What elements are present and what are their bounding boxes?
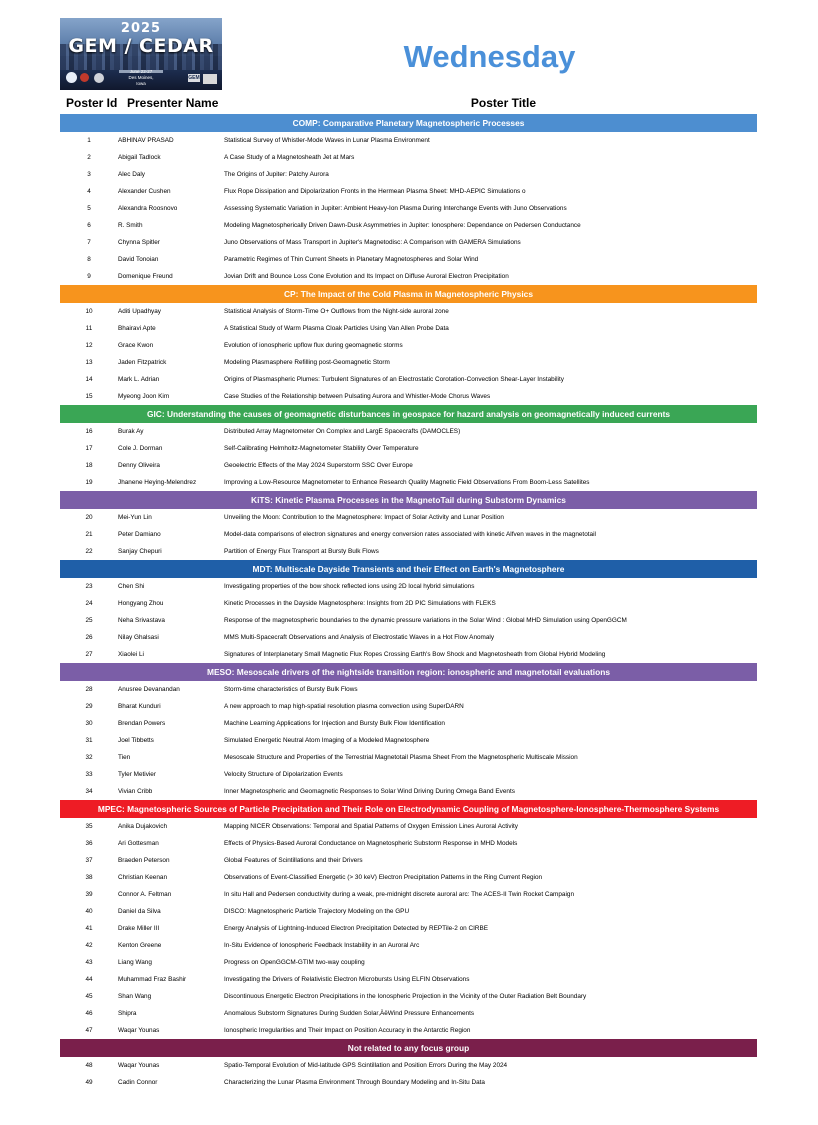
poster-title-cell: Statistical Survey of Whistler-Mode Waves in Lunar Plasma Environment [224,137,430,144]
poster-id-cell: 37 [85,857,93,864]
poster-title-cell: Response of the magnetospheric boundaries to the dynamic pressure variations in the Solar Wind : Global MHD Simulation using OpenGGCM [224,617,627,624]
poster-id-cell: 28 [85,686,93,693]
poster-id-cell: 33 [85,771,93,778]
poster-title-cell: Self-Calibrating Helmholtz-Magnetometer Stability Over Temperature [224,445,419,452]
poster-title-cell: Model-data comparisons of electron signatures and energy conversion rates associated with kinetic Alfven waves in the magnetotail [224,531,596,538]
presenter-name-cell: Alexandra Roosnovo [118,205,178,212]
poster-title-cell: Origins of Plasmaspheric Plumes: Turbulent Signatures of an Electrostatic Corotation-Convection Shear-Layer Instability [224,376,564,383]
poster-title-cell: Geoelectric Effects of the May 2024 Superstorm SSC Over Europe [224,462,413,469]
table-row [60,988,757,1005]
table-row [60,474,757,491]
poster-title-cell: Characterizing the Lunar Plasma Environment Through Boundary Modeling and In-Situ Data [224,1079,485,1086]
poster-title-cell: Observations of Event-Classified Energetic (> 30 keV) Electron Precipitation Patterns in the Ring Current Region [224,874,543,881]
group-header: MPEC: Magnetospheric Sources of Particle Precipitation and Their Role on Electrodynamic Coupling of Magnetosphere-Ionosphere-Thermosphere Systems [60,800,757,818]
poster-id-cell: 7 [87,239,91,246]
poster-title-cell: Global Features of Scintillations and their Drivers [224,857,363,864]
poster-title-cell: Juno Observations of Mass Transport in Jupiter's Magnetodisc: A Comparison with GAMERA Simulations [224,239,521,246]
table-row [60,954,757,971]
poster-title-cell: Discontinuous Energetic Electron Precipitations in the Ionospheric Projection in the Vicinity of the Outer Radiation Belt Boundary [224,993,587,1000]
poster-id-cell: 18 [85,462,93,469]
poster-id-cell: 31 [85,737,93,744]
poster-title-cell: Storm-time characteristics of Bursty Bulk Flows [224,686,358,693]
poster-title-cell: Modeling Magnetospherically Driven Dawn-Dusk Asymmetries in Jupiter: Ionosphere: Dependance on Pedersen Conductance [224,222,581,229]
poster-id-cell: 32 [85,754,93,761]
presenter-name-cell: Xiaolei Li [118,651,144,658]
presenter-name-cell: Abigail Tadlock [118,154,161,161]
poster-id-cell: 9 [87,273,91,280]
presenter-name-cell: Burak Ay [118,428,144,435]
poster-id-cell: 16 [85,428,93,435]
poster-title-cell: Kinetic Processes in the Dayside Magnetosphere: Insights from 2D PIC Simulations with FLEKS [224,600,496,607]
table-row [60,251,757,268]
poster-id-cell: 19 [85,479,93,486]
presenter-name-cell: Alexander Cushen [118,188,171,195]
table-row [60,371,757,388]
table-row [60,920,757,937]
table-row [60,526,757,543]
table-row [60,303,757,320]
poster-id-cell: 8 [87,256,91,263]
table-row [60,818,757,835]
table-row [60,1074,757,1091]
table-row [60,509,757,526]
table-row [60,646,757,663]
header [60,18,757,92]
poster-title-cell: The Origins of Jupiter: Patchy Aurora [224,171,329,178]
nsf-icon [94,73,104,83]
poster-id-cell: 47 [85,1027,93,1034]
poster-id-cell: 36 [85,840,93,847]
presenter-name-cell: Connor A. Feltman [118,891,172,898]
table-row [60,268,757,285]
table-row [60,852,757,869]
poster-id-cell: 34 [85,788,93,795]
table-row [60,732,757,749]
presenter-name-cell: ABHINAV PRASAD [118,137,174,144]
poster-id-cell: 43 [85,959,93,966]
poster-id-cell: 29 [85,703,93,710]
presenter-name-cell: Tien [118,754,131,761]
poster-id-cell: 48 [85,1062,93,1069]
logo-title: GEM / CEDAR [68,35,214,57]
poster-id-cell: 13 [85,359,93,366]
table-row [60,543,757,560]
poster-id-cell: 45 [85,993,93,1000]
group-header: Not related to any focus group [60,1039,757,1057]
presenter-name-cell: Daniel da Silva [118,908,161,915]
poster-id-cell: 17 [85,445,93,452]
gem-cedar-logo [60,18,222,90]
poster-id-cell: 1 [87,137,91,144]
poster-title-cell: Partition of Energy Flux Transport at Bursty Bulk Flows [224,548,379,555]
presenter-name-cell: Myeong Joon Kim [118,393,170,400]
poster-title-cell: Evolution of ionospheric upflow flux during geomagnetic storms [224,342,403,349]
table-row [60,1022,757,1039]
presenter-name-cell: R. Smith [118,222,143,229]
table-row [60,595,757,612]
presenter-name-cell: Cadin Connor [118,1079,158,1086]
group-header: MDT: Multiscale Dayside Transients and their Effect on Earth's Magnetosphere [60,560,757,578]
table-row [60,971,757,988]
logo-year: 2025 [120,21,162,36]
table-row [60,937,757,954]
presenter-name-cell: Alec Daly [118,171,145,178]
poster-title-cell: Mapping NICER Observations: Temporal and Spatial Patterns of Oxygen Emission Lines Auroral Activity [224,823,518,830]
poster-title-cell: Spatio-Temporal Evolution of Mid-latitude GPS Scintillation and Position Errors During the May 2024 [224,1062,508,1069]
presenter-name-cell: Mei-Yun Lin [118,514,152,521]
poster-title-cell: Energy Analysis of Lightning-Induced Electron Precipitation Detected by REPTile-2 on CIRBE [224,925,489,932]
poster-title-cell: Improving a Low-Resource Magnetometer to Enhance Research Quality Magnetic Field Observations From Boom-Less Satellites [224,479,590,486]
poster-id-cell: 2 [87,154,91,161]
table-row [60,320,757,337]
presenter-name-cell: Brendan Powers [118,720,166,727]
table-row [60,629,757,646]
presenter-name-cell: Jhanene Heying-Melendrez [118,479,197,486]
poster-id-cell: 27 [85,651,93,658]
poster-title-cell: Statistical Analysis of Storm-Time O+ Outflows from the Night-side auroral zone [224,308,449,315]
presenter-name-cell: Aditi Upadhyay [118,308,161,315]
poster-title-cell: Mesoscale Structure and Properties of the Terrestrial Magnetotail Plasma Sheet From the Magnetospheric Multiscale Mission [224,754,578,761]
day-title: Wednesday [403,39,576,74]
presenter-name-cell: Waqar Younas [118,1062,160,1069]
presenter-name-cell: Joel Tibbetts [118,737,154,744]
presenter-name-cell: Anika Dujakovich [118,823,168,830]
sponsor-icon [80,73,89,82]
poster-id-cell: 39 [85,891,93,898]
table-row [60,337,757,354]
poster-title-cell: Unveiling the Moon: Contribution to the Magnetosphere: Impact of Solar Activity and Lunar Position [224,514,504,521]
poster-title-cell: A new approach to map high-spatial resolution plasma convection using SuperDARN [224,703,464,710]
poster-id-cell: 35 [85,823,93,830]
poster-title-cell: In situ Hall and Pedersen conductivity during a weak, pre-midnight discrete auroral arc: The ACES-II Twin Rocket Campaign [224,891,574,898]
poster-id-cell: 26 [85,634,93,641]
poster-title-cell: Distributed Array Magnetometer On Complex and LargE Spacecrafts (DAMOCLES) [224,428,461,435]
table-row [60,835,757,852]
poster-id-cell: 6 [87,222,91,229]
presenter-name-cell: Chynna Spitler [118,239,160,246]
poster-title-cell: Flux Rope Dissipation and Dipolarization Fronts in the Hermean Plasma Sheet: MHD-AEPIC Simulations o [224,188,526,195]
presenter-name-cell: Hongyang Zhou [118,600,164,607]
table-row [60,783,757,800]
table-row [60,423,757,440]
presenter-name-cell: Christian Keenan [118,874,168,881]
poster-id-cell: 30 [85,720,93,727]
table-row [60,234,757,251]
table-row [60,166,757,183]
poster-title-cell: A Case Study of a Magnetosheath Jet at Mars [224,154,355,161]
table-row [60,749,757,766]
poster-id-cell: 15 [85,393,93,400]
presenter-name-cell: Sanjay Chepuri [118,548,162,555]
poster-schedule-sheet [60,18,757,1091]
poster-title-cell: Progress on OpenGGCM-GTIM two-way coupling [224,959,365,966]
column-headers [60,92,757,114]
poster-id-cell: 40 [85,908,93,915]
poster-id-cell: 20 [85,514,93,521]
group-header: CP: The Impact of the Cold Plasma in Magnetospheric Physics [60,285,757,303]
presenter-name-cell: David Tonoian [118,256,159,263]
group-header: KiTS: Kinetic Plasma Processes in the MagnetoTail during Substorm Dynamics [60,491,757,509]
presenter-name-cell: Grace Kwon [118,342,154,349]
poster-title-cell: Effects of Physics-Based Auroral Conductance on Magnetospheric Substorm Response in MHD Models [224,840,518,847]
poster-id-cell: 24 [85,600,93,607]
group-header: MESO: Mesoscale drivers of the nightside transition region: ionospheric and magnetotail evaluations [60,663,757,681]
poster-id-cell: 38 [85,874,93,881]
column-header-poster-title: Poster Title [470,96,537,110]
presenter-name-cell: Mark L. Adrian [118,376,160,383]
presenter-name-cell: Shipra [118,1010,137,1017]
table-row [60,612,757,629]
presenter-name-cell: Denny Oliveira [118,462,160,469]
poster-title-cell: Anomalous Substorm Signatures During Sudden Solar‚ÄëWind Pressure Enhancements [224,1010,475,1017]
globe-icon [66,72,77,83]
column-header-poster-id: Poster Id [66,96,118,110]
cedar-badge-icon [203,74,217,84]
presenter-name-cell: Muhammad Fraz Bashir [118,976,187,983]
presenter-name-cell: Peter Damiano [118,531,161,538]
poster-title-cell: Velocity Structure of Dipolarization Events [224,771,343,778]
table-row [60,132,757,149]
table-row [60,1057,757,1074]
poster-title-cell: In-Situ Evidence of Ionospheric Feedback Instability in an Auroral Arc [224,942,420,949]
poster-title-cell: Simulated Energetic Neutral Atom Imaging of a Modeled Magnetosphere [224,737,430,744]
table-row [60,578,757,595]
presenter-name-cell: Waqar Younas [118,1027,160,1034]
poster-title-cell: Machine Learning Applications for Injection and Bursty Bulk Flow Identification [224,720,445,727]
poster-id-cell: 44 [85,976,93,983]
presenter-name-cell: Jaden Fitzpatrick [118,359,167,366]
table-row [60,200,757,217]
table-row [60,766,757,783]
presenter-name-cell: Chen Shi [118,583,145,590]
table-row [60,869,757,886]
table-row [60,698,757,715]
poster-id-cell: 3 [87,171,91,178]
presenter-name-cell: Bhairavi Apte [118,325,156,332]
logo-date: June 22-27 Des Moines, Iowa [128,69,154,86]
poster-title-cell: DISCO: Magnetospheric Particle Trajectory Modeling on the GPU [224,908,410,915]
presenter-name-cell: Anusree Devanandan [118,686,180,693]
poster-id-cell: 46 [85,1010,93,1017]
group-header: GIC: Understanding the causes of geomagnetic disturbances in geospace for hazard analysis on geomagnetically induced currents [60,405,757,423]
poster-title-cell: Case Studies of the Relationship between Pulsating Aurora and Whistler-Mode Chorus Waves [224,393,491,400]
poster-id-cell: 21 [85,531,93,538]
poster-title-cell: Parametric Regimes of Thin Current Sheets in Planetary Magnetospheres and Solar Wind [224,256,479,263]
presenter-name-cell: Ari Gottesman [118,840,159,847]
presenter-name-cell: Cole J. Dorman [118,445,163,452]
presenter-name-cell: Vivian Cribb [118,788,153,795]
table-row [60,715,757,732]
poster-id-cell: 4 [87,188,91,195]
table-row [60,217,757,234]
poster-id-cell: 23 [85,583,93,590]
table-row [60,457,757,474]
presenter-name-cell: Braeden Peterson [118,857,170,864]
poster-title-cell: Assessing Systematic Variation in Jupiter: Ambient Heavy-Ion Plasma During Interchange Events with Juno Observations [224,205,567,212]
poster-id-cell: 49 [85,1079,93,1086]
poster-title-cell: Investigating properties of the bow shock reflected ions using 2D local hybrid simulations [224,583,475,590]
poster-title-cell: Ionospheric Irregularities and Their Impact on Position Accuracy in the Antarctic Region [224,1027,471,1034]
poster-title-cell: Modeling Plasmasphere Refilling post-Geomagnetic Storm [224,359,390,366]
presenter-name-cell: Domenique Freund [118,273,173,280]
table-row [60,149,757,166]
poster-id-cell: 41 [85,925,93,932]
table-row [60,388,757,405]
poster-title-cell: A Statistical Study of Warm Plasma Cloak Particles Using Van Allen Probe Data [224,325,449,332]
presenter-name-cell: Bharat Kunduri [118,703,161,710]
presenter-name-cell: Liang Wang [118,959,152,966]
poster-table [60,114,757,1091]
gem-badge: GEM [188,75,200,81]
poster-id-cell: 22 [85,548,93,555]
table-row [60,354,757,371]
poster-id-cell: 12 [85,342,93,349]
table-row [60,440,757,457]
poster-title-cell: Signatures of Interplanetary Small Magnetic Flux Ropes Crossing Earth's Bow Shock and Magnetosheath from Global Hybrid Modeling [224,651,606,658]
poster-title-cell: Investigating the Drivers of Relativistic Electron Microbursts Using ELFIN Observations [224,976,470,983]
presenter-name-cell: Neha Srivastava [118,617,165,624]
poster-id-cell: 25 [85,617,93,624]
presenter-name-cell: Tyler Metivier [118,771,156,778]
presenter-name-cell: Shan Wang [118,993,152,1000]
poster-title-cell: Inner Magnetospheric and Geomagnetic Responses to Solar Wind Driving During Omega Band Events [224,788,515,795]
presenter-name-cell: Nilay Ghalsasi [118,634,159,641]
group-header: COMP: Comparative Planetary Magnetospheric Processes [60,114,757,132]
table-row [60,886,757,903]
table-row [60,681,757,698]
presenter-name-cell: Kenton Greene [118,942,162,949]
column-header-presenter-name: Presenter Name [127,96,219,110]
poster-id-cell: 11 [85,325,93,332]
presenter-name-cell: Drake Miller III [118,925,160,932]
poster-title-cell: Jovian Drift and Bounce Loss Cone Evolution and Its Impact on Diffuse Auroral Electron Precipitation [224,273,509,280]
table-row [60,903,757,920]
poster-id-cell: 14 [85,376,93,383]
poster-id-cell: 5 [87,205,91,212]
poster-id-cell: 42 [85,942,93,949]
table-row [60,1005,757,1022]
poster-title-cell: MMS Multi-Spacecraft Observations and Analysis of Electrostatic Waves in a Hot Flow Anomaly [224,634,495,641]
table-row [60,183,757,200]
poster-id-cell: 10 [85,308,93,315]
